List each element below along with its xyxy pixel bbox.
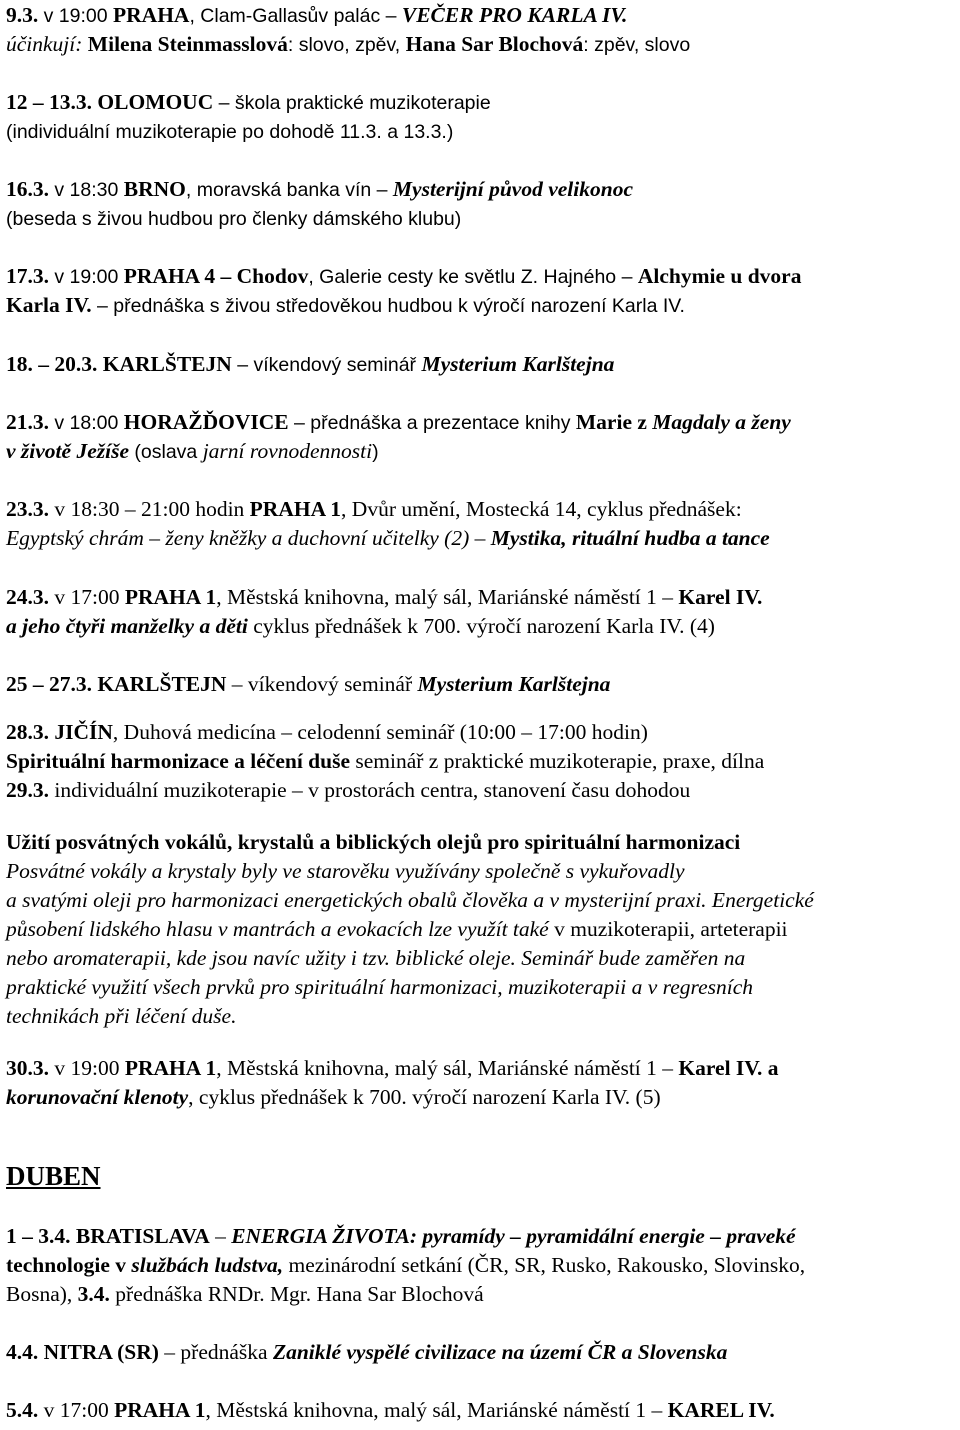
text-segment: praktické využití všech prvků pro spirituální harmonizaci, muzikoterapii a v regresních: [6, 975, 753, 999]
text-line: [6, 1083, 661, 1111]
text-segment: 18. – 20.3. KARLŠTEJN: [6, 352, 232, 376]
text-segment: –: [209, 1224, 232, 1248]
text-segment: ENERGIA ŽIVOTA: pyramídy – pyramidální energie – praveké: [231, 1224, 796, 1248]
text-segment: jarní rovnodennosti: [202, 439, 373, 463]
text-segment: , cyklus přednášek k 700. výročí narození Karla IV. (5): [188, 1085, 661, 1109]
text-segment: 3.4.: [77, 1282, 110, 1306]
text-line: [6, 583, 762, 611]
text-segment: v 19:00: [54, 266, 124, 288]
text-segment: PRAHA 4 – Chodov: [123, 264, 309, 288]
text-line: [6, 718, 648, 746]
text-segment: cyklus přednášek k 700. výročí narození Karla IV. (4): [247, 614, 715, 638]
text-segment: 23.3.: [6, 497, 55, 521]
text-segment: Mystika, rituální hudba a tance: [490, 526, 770, 550]
text-segment: a jeho čtyři manželky a děti: [6, 614, 248, 638]
text-segment: 21.3.: [6, 410, 55, 434]
text-line: [6, 828, 740, 856]
text-segment: 24.3.: [6, 585, 55, 609]
text-segment: v 17:00: [43, 1398, 115, 1422]
text-segment: PRAHA 1: [124, 1056, 217, 1080]
text-segment: – víkendový seminář: [231, 354, 422, 376]
text-segment: Mysterium Karlštejna: [417, 672, 611, 696]
text-segment: PRAHA: [113, 3, 190, 27]
text-segment: , Galerie cesty ke světlu Z. Hajného –: [308, 266, 638, 288]
text-segment: v životě Ježíše: [6, 439, 129, 463]
text-segment: Bosna),: [6, 1282, 78, 1306]
text-line: [6, 612, 715, 640]
text-segment: Egyptský chrám – ženy kněžky a duchovní učitelky (2) –: [6, 526, 491, 550]
text-segment: technologie v: [6, 1253, 132, 1277]
text-line: [6, 747, 764, 775]
text-line: [6, 944, 745, 972]
text-segment: působení lidského hlasu v mantrách a evokacích lze využít také: [6, 917, 555, 941]
text-segment: 17.3.: [6, 264, 55, 288]
text-segment: korunovační klenoty: [6, 1085, 189, 1109]
text-line: [6, 117, 453, 146]
text-segment: (beseda s živou hudbou pro členky dámského klubu): [6, 208, 462, 230]
text-segment: – víkendový seminář: [226, 672, 418, 696]
text-segment: Posvátné vokály a krystaly byly ve starověku využívány společně s vykuřovadly: [6, 859, 685, 883]
text-segment: Marie z: [575, 410, 653, 434]
text-segment: 4.4. NITRA (SR): [6, 1340, 159, 1364]
text-segment: HORAŽĎOVICE: [123, 410, 289, 434]
text-line: [6, 1251, 805, 1279]
text-segment: nebo aromaterapii, kde jsou navíc užity i tzv. biblické oleje. Seminář bude zaměřen na: [6, 946, 746, 970]
text-segment: – přednáška a prezentace knihy: [288, 412, 576, 434]
text-line: [6, 495, 742, 523]
text-segment: v 18:00: [54, 412, 124, 434]
text-line: [6, 1, 627, 30]
text-segment: v 17:00: [54, 585, 125, 609]
text-segment: Užití posvátných vokálů, krystalů a biblických olejů pro spirituální harmonizaci: [6, 830, 741, 854]
text-segment: (oslava: [129, 441, 203, 463]
text-segment: přednáška RNDr. Mgr. Hana Sar Blochová: [109, 1282, 484, 1306]
text-line: [6, 886, 814, 914]
text-segment: mezinárodní setkání (ČR, SR, Rusko, Rakousko, Slovinsko,: [283, 1253, 806, 1277]
text-segment: Hana Sar Blochová: [405, 32, 584, 56]
text-segment: , moravská banka vín –: [185, 179, 393, 201]
text-segment: PRAHA 1: [249, 497, 342, 521]
text-line: [6, 175, 633, 204]
text-segment: BRNO: [123, 177, 186, 201]
text-segment: 29.3.: [6, 778, 55, 802]
text-segment: seminář z praktické muzikoterapie, praxe, dílna: [350, 749, 765, 773]
text-segment: 30.3.: [6, 1056, 55, 1080]
text-segment: Zaniklé vyspělé civilizace na území ČR a Slovenska: [272, 1340, 728, 1364]
text-segment: , Městská knihovna, malý sál, Mariánské náměstí 1 –: [216, 585, 679, 609]
text-segment: a svatými oleji pro harmonizaci energetických obalů člověka a v mysterijní praxi. Energetické: [6, 888, 814, 912]
text-segment: účinkují:: [6, 32, 88, 56]
text-segment: , Clam-Gallasův palác –: [189, 5, 402, 27]
text-line: [6, 204, 461, 233]
text-segment: (individuální muzikoterapie po dohodě 11.3. a 13.3.): [6, 121, 454, 143]
text-segment: Spirituální harmonizace a léčení duše: [6, 749, 350, 773]
text-segment: Mysterium Karlštejna: [421, 352, 615, 376]
text-segment: 9.3.: [6, 3, 44, 27]
text-segment: ): [372, 441, 379, 463]
text-segment: – přednáška: [158, 1340, 273, 1364]
text-segment: 12 – 13.3. OLOMOUC: [6, 90, 214, 114]
text-segment: , Dvůr umění, Mostecká 14, cyklus přednášek:: [341, 497, 742, 521]
text-line: [6, 857, 685, 885]
text-segment: Karel IV.: [678, 585, 763, 609]
text-segment: , Městská knihovna, malý sál, Mariánské náměstí 1 –: [216, 1056, 679, 1080]
text-segment: KAREL IV.: [667, 1398, 775, 1422]
text-segment: technikách při léčení duše.: [6, 1004, 237, 1028]
text-line: [6, 524, 770, 552]
text-segment: Milena Steinmasslová: [87, 32, 288, 56]
text-line: [6, 437, 379, 466]
text-segment: PRAHA 1: [124, 585, 217, 609]
text-segment: Karel IV. a: [678, 1056, 779, 1080]
text-line: [6, 915, 788, 943]
text-segment: Magdaly a ženy: [652, 410, 791, 434]
text-segment: Alchymie u dvora: [637, 264, 802, 288]
text-line: [6, 776, 690, 804]
text-segment: v muzikoterapii, arteterapii: [554, 917, 788, 941]
text-segment: 1 – 3.4. BRATISLAVA: [6, 1224, 210, 1248]
text-line: [6, 1222, 796, 1250]
text-segment: 5.4.: [6, 1398, 44, 1422]
text-segment: VEČER PRO KARLA IV.: [401, 3, 628, 27]
text-segment: službách ludstva,: [131, 1253, 284, 1277]
text-line: [6, 1338, 727, 1366]
text-line: [6, 408, 791, 437]
text-line: [6, 1280, 484, 1308]
text-segment: Mysterijní původ velikonoc: [392, 177, 633, 201]
text-line: [6, 1054, 779, 1082]
text-segment: 16.3.: [6, 177, 55, 201]
text-segment: – přednáška s živou středověkou hudbou k výročí narození Karla IV.: [91, 295, 685, 317]
text-segment: : zpěv, slovo: [583, 34, 691, 56]
text-line: [6, 670, 610, 698]
text-segment: Karla IV.: [6, 293, 92, 317]
text-segment: 25 – 27.3. KARLŠTEJN: [6, 672, 227, 696]
text-line: [6, 350, 614, 379]
text-line: [6, 88, 491, 117]
text-line: [6, 973, 753, 1001]
text-segment: individuální muzikoterapie – v prostorách centra, stanovení času dohodou: [54, 778, 691, 802]
text-segment: v 19:00: [43, 5, 114, 27]
text-line: [6, 291, 685, 320]
text-line: [6, 1002, 236, 1030]
text-segment: : slovo, zpěv,: [287, 34, 406, 56]
text-line: [6, 30, 690, 59]
text-segment: PRAHA 1: [114, 1398, 206, 1422]
month-heading: DUBEN: [6, 1161, 101, 1191]
text-segment: v 19:00: [54, 1056, 125, 1080]
text-segment: v 18:30 – 21:00 hodin: [54, 497, 250, 521]
text-line: [6, 1396, 775, 1424]
text-line: [6, 262, 801, 291]
text-segment: , Duhová medicína – celodenní seminář (10:00 – 17:00 hodin): [112, 720, 648, 744]
text-segment: 28.3. JIČÍN: [6, 720, 113, 744]
text-segment: v 18:30: [54, 179, 124, 201]
text-segment: – škola praktické muzikoterapie: [213, 92, 491, 114]
text-segment: , Městská knihovna, malý sál, Mariánské náměstí 1 –: [205, 1398, 668, 1422]
